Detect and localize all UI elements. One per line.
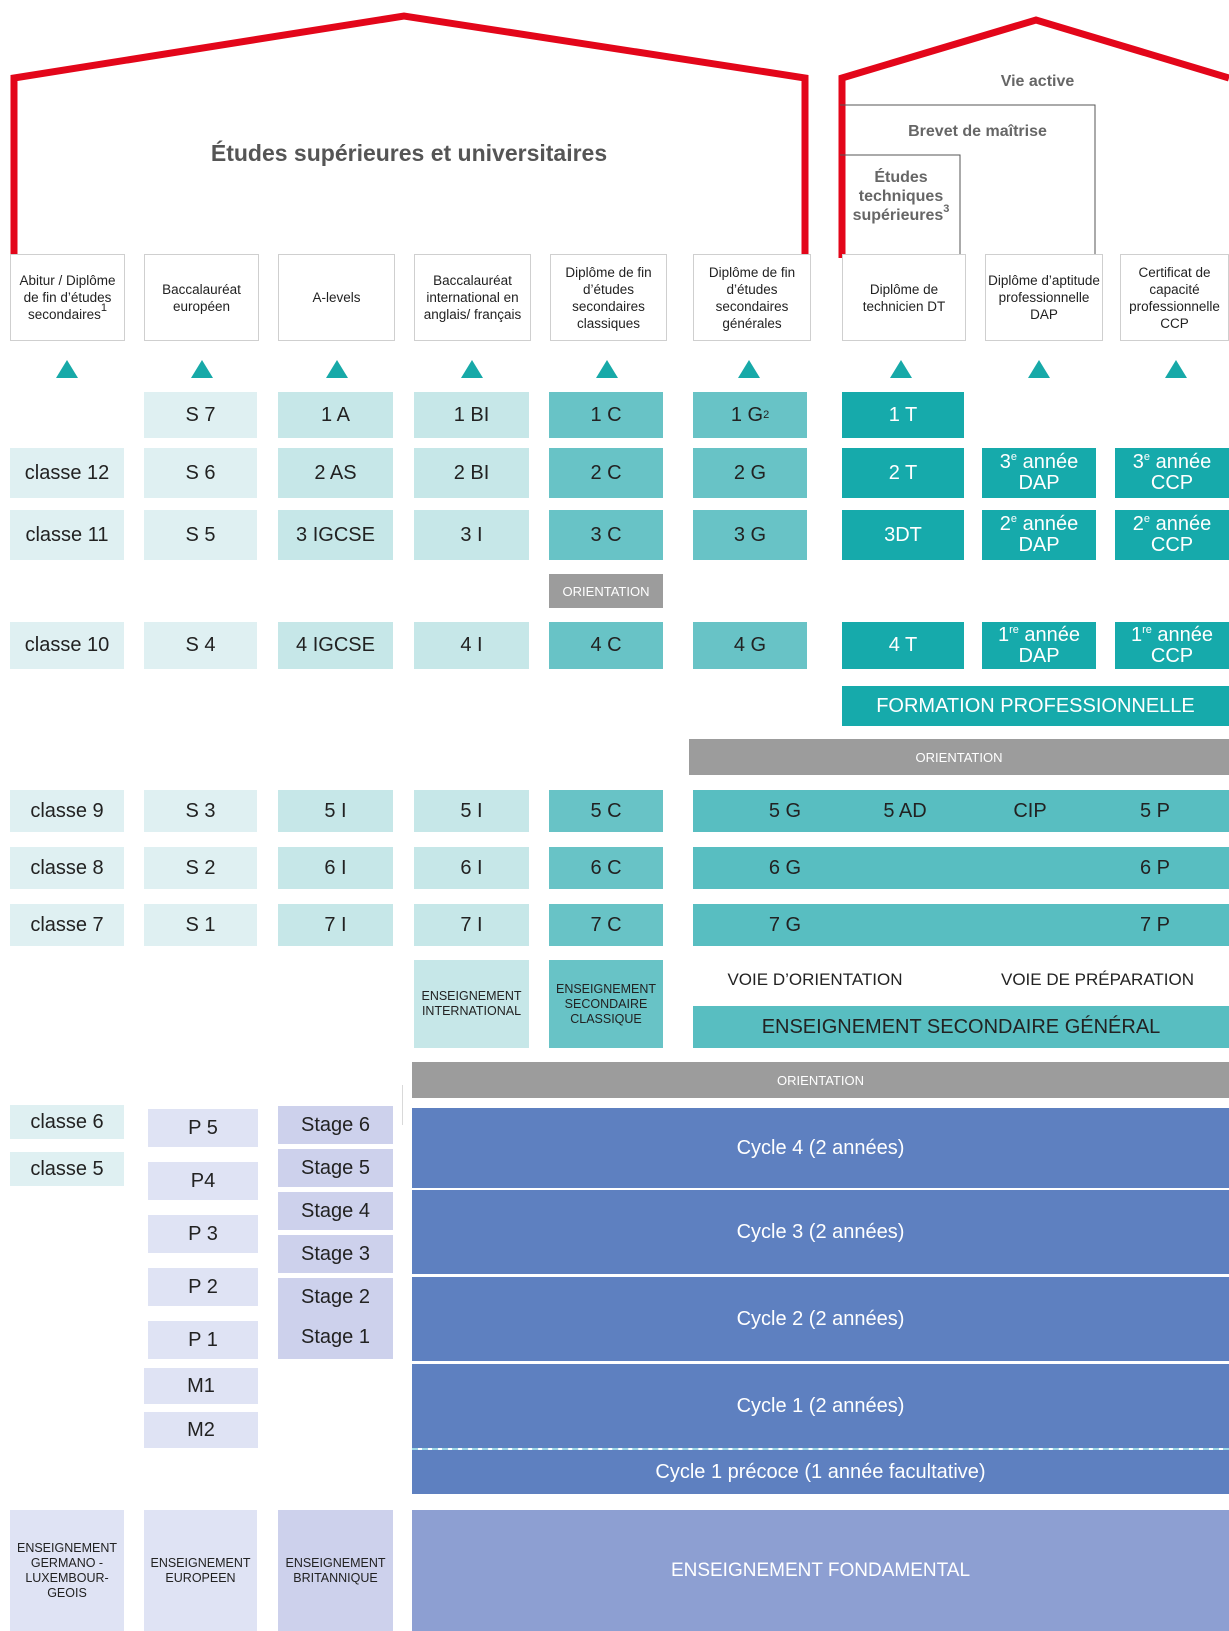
arrow-up-icon [596, 360, 618, 378]
cell-stage4: Stage 4 [278, 1192, 393, 1230]
cell-dap2: 2e année DAP [982, 510, 1096, 560]
cell-stage6: Stage 6 [278, 1106, 393, 1144]
cell-cip: CIP [1013, 799, 1047, 822]
cell-s4: S 4 [144, 622, 257, 669]
cell-7g: 7 G [768, 913, 802, 936]
cell-1t: 1 T [842, 392, 964, 438]
cell-4igcse: 4 IGCSE [278, 622, 393, 669]
arrow-up-icon [1165, 360, 1187, 378]
cycle-4: Cycle 4 (2 années) [412, 1108, 1229, 1188]
diploma-classique: Diplôme de fin d’études secondaires classiques [550, 254, 667, 341]
cell-classe7: classe 7 [10, 904, 124, 946]
cell-dap3: 3e année DAP [982, 448, 1096, 498]
cell-classe8: classe 8 [10, 847, 124, 889]
diploma-abitur: Abitur / Diplôme de fin d’études secondaires$^1$ [10, 254, 125, 341]
voie-orientation-label: VOIE D’ORIENTATION [727, 970, 903, 989]
label-ens-classique: ENSEIGNEMENT SECONDAIRE CLASSIQUE [549, 960, 663, 1048]
cell-p5: P 5 [148, 1109, 258, 1147]
cell-2g: 2 G [693, 448, 807, 498]
arrow-up-icon [56, 360, 78, 378]
cell-classe11: classe 11 [10, 510, 124, 560]
cell-ccp1: 1re année CCP [1115, 622, 1229, 669]
cell-ccp2: 2e année CCP [1115, 510, 1229, 560]
university-roof [14, 16, 805, 258]
voie-preparation-label: VOIE DE PRÉPARATION [1000, 970, 1195, 989]
cell-1a: 1 A [278, 392, 393, 438]
label-ens-fondamental: ENSEIGNEMENT FONDAMENTAL [412, 1510, 1229, 1631]
university-title: Études supérieures et universitaires [210, 140, 608, 166]
cell-4t: 4 T [842, 622, 964, 669]
cell-classe10: classe 10 [10, 622, 124, 669]
cell-p4: P4 [148, 1162, 258, 1200]
cell-1bi: 1 BI [414, 392, 529, 438]
cell-5c: 5 C [549, 790, 663, 832]
cell-5ad: 5 AD [883, 799, 927, 822]
cell-1c: 1 C [549, 392, 663, 438]
cell-3dt: 3DT [842, 510, 964, 560]
label-esg: ENSEIGNEMENT SECONDAIRE GÉNÉRAL [693, 1006, 1229, 1048]
cell-7i: 7 I [414, 904, 529, 946]
cycle-1-precoce: Cycle 1 précoce (1 année facultative) [412, 1450, 1229, 1494]
cell-6p: 6 P [1139, 856, 1171, 879]
diploma-a-levels: A-levels [278, 254, 395, 341]
diploma-bac-europeen: Baccalauréat européen [144, 254, 259, 341]
cell-5i: 5 I [414, 790, 529, 832]
cell-2as: 2 AS [278, 448, 393, 498]
cell-p1: P 1 [148, 1321, 258, 1359]
cell-p2: P 2 [148, 1268, 258, 1306]
arrow-up-icon [1028, 360, 1050, 378]
orientation-classique: ORIENTATION [549, 574, 663, 608]
diploma-technicien: Diplôme de technicien DT [842, 254, 966, 341]
cell-stage2: Stage 2 [278, 1278, 393, 1316]
diploma-generale: Diplôme de fin d’études secondaires générales [693, 254, 811, 341]
formation-professionnelle: FORMATION PROFESSIONNELLE [842, 686, 1229, 726]
cell-5p: 5 P [1139, 799, 1171, 822]
diploma-ccp: Certificat de capacité professionnelle CCP [1120, 254, 1229, 341]
cell-7p: 7 P [1139, 913, 1171, 936]
label-ens-germano: ENSEIGNEMENT GERMANO - LUXEMBOUR- GEOIS [10, 1510, 124, 1631]
cell-2bi: 2 BI [414, 448, 529, 498]
cycle-1: Cycle 1 (2 années) [412, 1364, 1229, 1448]
label-ens-britannique: ENSEIGNEMENT BRITANNIQUE [278, 1510, 393, 1631]
column-line [402, 1085, 403, 1125]
cell-3i: 3 I [414, 510, 529, 560]
cell-6i: 6 I [414, 847, 529, 889]
cell-4g: 4 G [693, 622, 807, 669]
etudes-tech-label: Études techniques supérieures$^3$ [852, 169, 950, 224]
cell-6i-brit: 6 I [278, 847, 393, 889]
cell-classe12: classe 12 [10, 448, 124, 498]
cell-6c: 6 C [549, 847, 663, 889]
cell-2t: 2 T [842, 448, 964, 498]
cell-1g: 1 G 2 [693, 392, 807, 438]
arrow-up-icon [738, 360, 760, 378]
cell-7c: 7 C [549, 904, 663, 946]
cycle-3: Cycle 3 (2 années) [412, 1190, 1229, 1274]
arrow-up-icon [461, 360, 483, 378]
cell-3g: 3 G [693, 510, 807, 560]
arrow-up-icon [890, 360, 912, 378]
diploma-bac-international: Baccalauréat international en anglais/ français [414, 254, 531, 341]
cell-s2: S 2 [144, 847, 257, 889]
diploma-dap: Diplôme d’aptitude professionnelle DAP [985, 254, 1103, 341]
arrow-up-icon [326, 360, 348, 378]
cell-3igcse: 3 IGCSE [278, 510, 393, 560]
label-ens-europeen: ENSEIGNEMENT EUROPEEN [144, 1510, 257, 1631]
cell-5g: 5 G [768, 799, 802, 822]
cycle-2: Cycle 2 (2 années) [412, 1277, 1229, 1361]
brevet-label: Brevet de maîtrise [908, 123, 1047, 140]
cell-stage5: Stage 5 [278, 1149, 393, 1187]
cell-s5: S 5 [144, 510, 257, 560]
cell-2c: 2 C [549, 448, 663, 498]
cell-4i: 4 I [414, 622, 529, 669]
cell-6g: 6 G [768, 856, 802, 879]
cell-s1: S 1 [144, 904, 257, 946]
cell-s7: S 7 [144, 392, 257, 438]
cell-stage3: Stage 3 [278, 1235, 393, 1273]
cell-stage1: Stage 1 [278, 1316, 393, 1359]
orientation-generale: ORIENTATION [689, 739, 1229, 775]
cell-ccp3: 3e année CCP [1115, 448, 1229, 498]
cell-classe6: classe 6 [10, 1105, 124, 1139]
cell-p3: P 3 [148, 1215, 258, 1253]
cell-3c: 3 C [549, 510, 663, 560]
cell-classe9: classe 9 [10, 790, 124, 832]
vie-active-label: Vie active [1000, 73, 1075, 90]
arrow-up-icon [191, 360, 213, 378]
cell-4c: 4 C [549, 622, 663, 669]
cell-7i-brit: 7 I [278, 904, 393, 946]
cell-m2: M2 [144, 1412, 258, 1448]
orientation-fondamental: ORIENTATION [412, 1062, 1229, 1098]
cell-classe5: classe 5 [10, 1152, 124, 1186]
cell-dap1: 1re année DAP [982, 622, 1096, 669]
label-ens-international: ENSEIGNEMENT INTERNATIONAL [414, 960, 529, 1048]
cell-s3: S 3 [144, 790, 257, 832]
cell-m1: M1 [144, 1368, 258, 1404]
cell-s6: S 6 [144, 448, 257, 498]
cell-5i-brit: 5 I [278, 790, 393, 832]
